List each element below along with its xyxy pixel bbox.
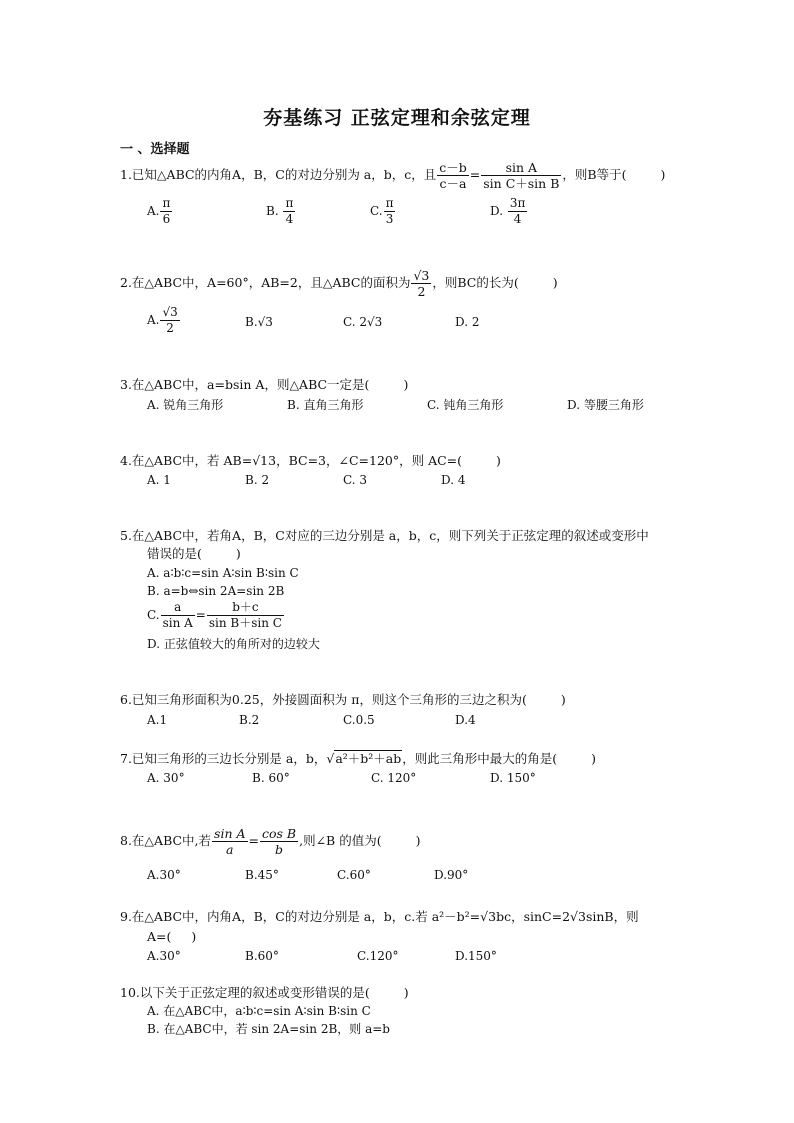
q1-fraction-2 xyxy=(481,160,561,191)
q2-fraction xyxy=(411,268,431,299)
q8-eq: = xyxy=(248,833,259,848)
q4-option-d: D. 4 xyxy=(441,473,466,487)
q8-f2-den: b xyxy=(275,842,284,857)
q1-option-b xyxy=(266,196,296,227)
q8-option-b: B.45° xyxy=(245,868,279,882)
question-4-stem xyxy=(120,452,501,470)
q1-b-frac xyxy=(283,196,295,227)
q6-option-d: D.4 xyxy=(455,713,476,727)
q7-option-b: B. 60° xyxy=(252,771,290,785)
q7-close: ) xyxy=(591,751,597,766)
q2-option-c: C. 2√3 xyxy=(343,315,383,329)
q1-b-den: 4 xyxy=(285,212,294,226)
q3-option-d: D. 等腰三角形 xyxy=(567,398,644,412)
q2-text: 2.在△ABC中，A=60°，AB=2，且△ABC的面积为 xyxy=(120,275,411,290)
q4-option-b: B. 2 xyxy=(245,473,270,487)
question-3-stem xyxy=(120,376,408,394)
q2-close: ) xyxy=(552,275,558,290)
q1-f1-num: c－b xyxy=(439,160,467,175)
q7-text: 7.已知三角形的三边长分别是 a，b， xyxy=(120,751,327,766)
q1-d-num: 3π xyxy=(509,196,526,210)
q3-close: ) xyxy=(403,377,409,392)
q3-text: 3.在△ABC中，a=bsin A，则△ABC一定是( xyxy=(120,377,370,392)
q5-cf1-den: sin A xyxy=(162,616,193,630)
q7-post: ，则此三角形中最大的角是( xyxy=(402,751,558,766)
q8-option-d: D.90° xyxy=(434,868,469,882)
q10-option-b: B. 在△ABC中，若 sin 2A=sin 2B，则 a=b xyxy=(147,1022,390,1036)
q1-c-den: 3 xyxy=(385,212,394,226)
q3-option-a: A. 锐角三角形 xyxy=(147,398,224,412)
q7-option-a: A. 30° xyxy=(147,771,185,785)
q2-a-frac xyxy=(160,305,179,336)
q5-option-b: B. a=b⇔sin 2A=sin 2B xyxy=(147,584,285,598)
q1-f2-num: sin A xyxy=(481,160,561,176)
question-1-stem xyxy=(120,160,665,191)
q1-close: ) xyxy=(660,167,666,182)
q8-fraction-1 xyxy=(212,826,247,857)
q10-option-a: A. 在△ABC中，a∶b∶c=sin A∶sin B∶sin C xyxy=(147,1004,371,1018)
q4-option-a: A. 1 xyxy=(147,473,171,487)
q2-option-a xyxy=(147,305,181,336)
q1-d-den: 4 xyxy=(513,212,522,226)
q4-option-c: C. 3 xyxy=(343,473,368,487)
q7-option-d: D. 150° xyxy=(490,771,536,785)
q2-a-label: A. xyxy=(147,313,160,327)
q5-c-eq: = xyxy=(195,608,206,622)
question-9-stem-line1: 9.在△ABC中，内角A，B，C的对边分别是 a，b，c.若 a²－b²=√3bc，sinC=2√3sinB，则 xyxy=(120,909,639,924)
q5-option-c xyxy=(147,600,285,631)
q6-option-c: C.0.5 xyxy=(343,713,375,727)
q5-c-label: C. xyxy=(147,608,160,622)
q5-c-frac1 xyxy=(161,600,195,631)
page-title: 夯基练习 正弦定理和余弦定理 xyxy=(263,107,531,129)
q1-a-label: A. xyxy=(147,204,160,218)
q2-a-num: √3 xyxy=(162,305,178,319)
q3-option-c: C. 钝角三角形 xyxy=(427,398,504,412)
question-8-stem xyxy=(120,826,420,857)
section-heading: 一 、选择题 xyxy=(120,142,190,157)
q2-f-num: √3 xyxy=(413,268,430,283)
q2-option-b: B.√3 xyxy=(245,315,273,329)
q8-close: ) xyxy=(415,833,421,848)
q8-fraction-2 xyxy=(260,826,298,857)
q8-f2-num: cos B xyxy=(261,826,297,841)
question-5-stem-line2 xyxy=(147,545,241,563)
q1-b-label: B. xyxy=(266,204,279,218)
q9-close: ) xyxy=(191,929,197,944)
question-7-stem: 7.已知三角形的三边长分别是 a，b，√a²＋b²＋ab，则此三角形中最大的角是( ) xyxy=(120,751,597,766)
q1-d-frac xyxy=(508,196,528,227)
q4-text: 4.在△ABC中，若 AB= xyxy=(120,453,253,468)
question-10-stem xyxy=(120,984,409,1002)
q6-option-a: A.1 xyxy=(147,713,168,727)
q6-close: ) xyxy=(560,692,566,707)
q1-text: 1.已知△ABC的内角A，B，C的对边分别为 a，b，c，且 xyxy=(120,167,437,182)
q3-option-b: B. 直角三角形 xyxy=(287,398,364,412)
q6-option-b: B.2 xyxy=(239,713,260,727)
q1-eq: = xyxy=(469,167,481,182)
q5-c-frac2 xyxy=(207,600,284,631)
q1-a-num: π xyxy=(162,196,171,210)
q10-close: ) xyxy=(403,985,409,1000)
q9-option-c: C.120° xyxy=(357,949,399,963)
question-9-stem-line2 xyxy=(147,928,196,946)
q5-close: ) xyxy=(235,546,241,561)
q4-close: ) xyxy=(496,453,501,468)
q6-text: 6.已知三角形面积为0.25，外接圆面积为 π，则这个三角形的三边之积为( xyxy=(120,692,527,707)
q5-cf2-num: b＋c xyxy=(207,600,284,616)
q1-option-c xyxy=(370,196,396,227)
q7-option-c: C. 120° xyxy=(371,771,417,785)
q1-a-den: 6 xyxy=(162,212,171,226)
q9-option-b: B.60° xyxy=(245,949,279,963)
q1-d-label: D. xyxy=(490,204,504,218)
q1-c-num: π xyxy=(385,196,394,210)
q10-text: 10.以下关于正弦定理的叙述或变形错误的是( xyxy=(120,985,370,1000)
q5-line2-text: 错误的是( xyxy=(147,546,202,561)
q8-option-a: A.30° xyxy=(147,868,181,882)
q1-fraction-1 xyxy=(437,160,469,191)
question-2-stem xyxy=(120,268,558,299)
q1-post: ，则B等于( xyxy=(562,167,627,182)
question-5-stem-line1: 5.在△ABC中，若角A，B，C对应的三边分别是 a，b，c，则下列关于正弦定理的叙述或变形中 xyxy=(120,528,649,543)
q5-option-a: A. a∶b∶c=sin A∶sin B∶sin C xyxy=(147,566,299,580)
q8-text: 8.在△ABC中,若 xyxy=(120,833,212,848)
q9-line2-text: A=( xyxy=(147,929,172,944)
q8-option-c: C.60° xyxy=(337,868,371,882)
q2-a-den: 2 xyxy=(166,321,174,335)
q2-option-d: D. 2 xyxy=(455,315,480,329)
q5-option-d: D. 正弦值较大的角所对的边较大 xyxy=(147,637,320,651)
q9-option-a: A.30° xyxy=(147,949,181,963)
q4-sqrt: √13 xyxy=(252,453,277,468)
q1-c-frac xyxy=(384,196,396,227)
question-6-stem xyxy=(120,691,566,709)
q2-post: ，则BC的长为( xyxy=(432,275,519,290)
q5-cf1-num: a xyxy=(161,600,195,616)
q5-cf2-den: sin B＋sin C xyxy=(208,616,282,630)
q1-c-label: C. xyxy=(370,204,383,218)
q9-option-d: D.150° xyxy=(455,949,497,963)
q1-b-num: π xyxy=(285,196,294,210)
q8-f1-num: sin A xyxy=(214,826,246,841)
q4-post: ，BC=3，∠C=120°，则 AC=( xyxy=(276,453,463,468)
q7-sqrt: a²＋b²＋ab xyxy=(335,751,402,766)
q1-a-frac xyxy=(160,196,172,227)
q1-option-d xyxy=(490,196,528,227)
q8-f1-den: a xyxy=(226,842,234,857)
q1-f2-den: sin C＋sin B xyxy=(483,176,560,191)
q1-f1-den: c－a xyxy=(439,176,467,191)
q2-f-den: 2 xyxy=(417,284,426,299)
q1-option-a xyxy=(147,196,173,227)
q8-post: ,则∠B 的值为( xyxy=(299,833,382,848)
